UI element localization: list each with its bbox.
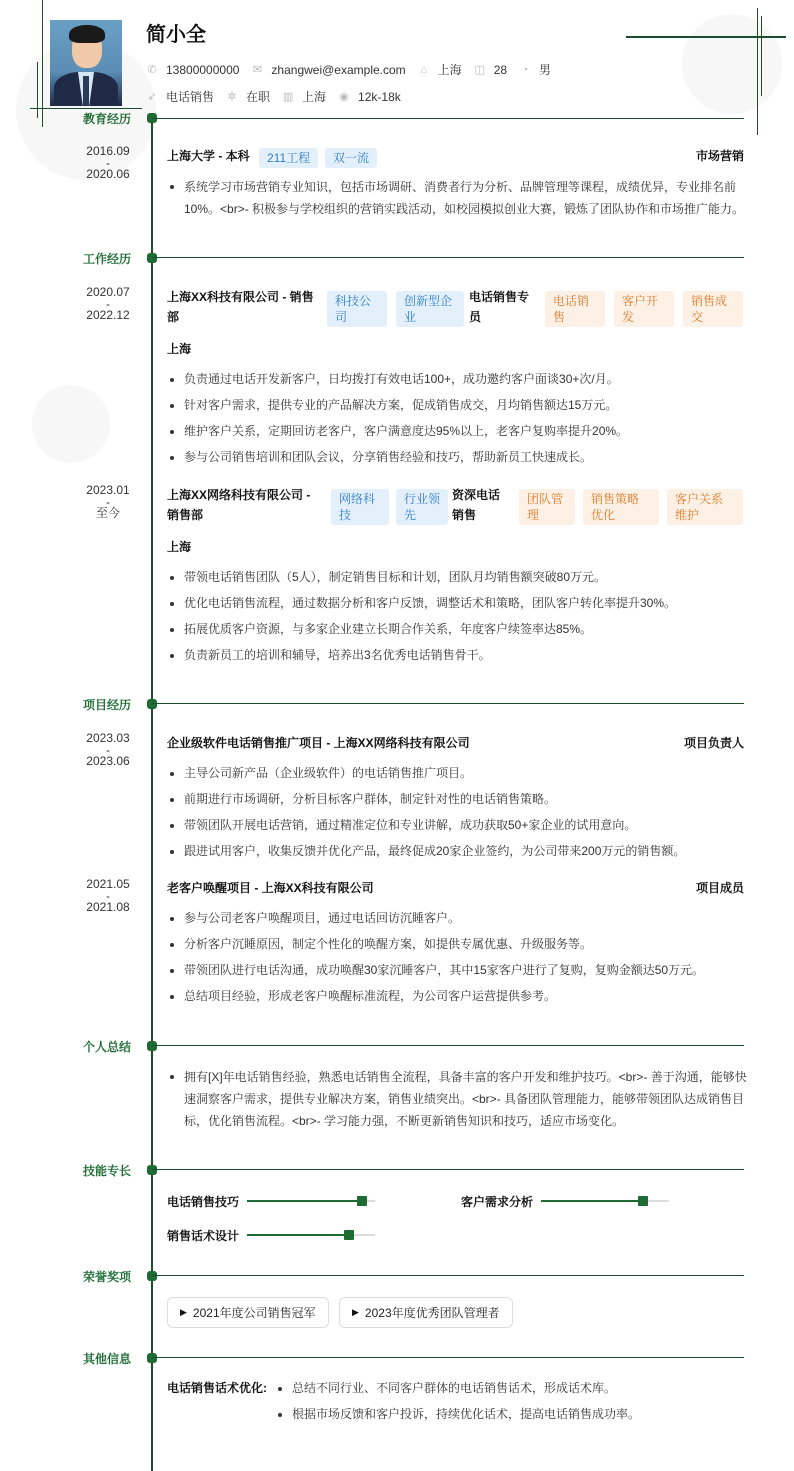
list-item: 跟进试用客户，收集反馈并优化产品，最终促成20家企业签约，为公司带来200万元的销售额。 [167,838,747,864]
school-name: 上海大学 - 本科 [167,149,250,163]
list-item: 参与公司老客户唤醒项目，通过电话回访沉睡客户。 [167,905,747,931]
gender-icon: ◔ [521,63,529,76]
project-bullets [167,760,747,864]
section-dot [147,1271,157,1281]
triangle-bullet-icon: ▶ [352,1307,359,1317]
work-city: 上海 [167,540,192,554]
list-item: 维护客户关系，定期回访老客户，客户满意度达95%以上，老客户复购率提升20%。 [167,418,747,444]
avatar-photo [50,20,122,106]
triangle-bullet-icon: ▶ [180,1307,187,1317]
project-title: 企业级软件电话销售推广项目 - 上海XX网络科技有限公司 [167,736,470,750]
list-item: 总结项目经验，形成老客户唤醒标准流程，为公司客户运营提供参考。 [167,983,747,1009]
section-dot [147,1041,157,1051]
job-role: 资深电话 销售 [452,488,501,522]
decor-circle [682,14,782,114]
skill-tag: 客户开 发 [614,291,674,327]
target-city-value: 上海 [302,90,327,104]
list-item: 主导公司新产品（企业级软件）的电话销售推广项目。 [167,760,747,786]
project-role: 项目负责人 [683,736,744,750]
status-icon: ✲ [227,91,237,103]
building-icon: ▥ [282,91,294,103]
timeline-axis [151,118,153,1471]
company-name: 上海XX科技有限公司 - 销售 部 [167,290,314,324]
project-date: 2023.03 - 2023.06 [86,731,130,768]
gender-value: 男 [539,63,552,77]
email-icon: ✉ [252,64,263,76]
list-item: 前期进行市场调研，分析目标客户群体，制定针对性的电话销售策略。 [167,786,747,812]
company-tag: 创新型企 业 [396,291,464,327]
company-tag: 科技公 司 [327,291,387,327]
list-item: 带领团队进行电话沟通，成功唤醒30家沉睡客户，其中15家客户进行了复购，复购金额达50万元。 [167,957,747,983]
list-item: 带领电话销售团队（5人），制定销售目标和计划，团队月均销售额突破80万元。 [167,564,747,590]
decor-line [757,8,758,135]
section-divider [152,1045,744,1046]
section-title-summary: 个人总结 [83,1040,132,1054]
project-date: 2021.05 - 2021.08 [86,877,130,914]
section-divider [152,1275,744,1276]
section-dot [147,253,157,263]
skill-tag: 团队管 理 [519,489,575,525]
project-role: 项目成员 [695,881,744,895]
list-item: 带领团队开展电话营销，通过精准定位和专业讲解，成功获取50+家企业的试用意向。 [167,812,747,838]
skill-bar [541,1200,669,1202]
decor-line [37,62,38,118]
list-item: 分析客户沉睡原因，制定个性化的唤醒方案，如提供专属优惠、升级服务等。 [167,931,747,957]
skill-bar [247,1200,375,1202]
education-description: 系统学习市场营销专业知识，包括市场调研、消费者行为分析、品牌管理等课程，成绩优异，专业排名前10%。<br>- 积极参与学校组织的营销实践活动，如校园模拟创业大赛，锻炼了团队协作和市场推广能力。 [167,176,747,220]
section-divider [152,118,744,119]
work-date: 2023.01 - 至今 [86,483,130,520]
phone-value: 13800000000 [166,62,240,77]
skill-tag: 销售策略 优化 [583,489,659,525]
skill-tag: 销售成 交 [683,291,743,327]
project-bullets [167,905,747,1009]
education-date: 2016.09 - 2020.06 [86,144,130,181]
section-title-education: 教育经历 [83,112,132,126]
skill-name: 销售话术设计 [167,1229,240,1243]
salary-icon: ◉ [339,91,349,103]
location-value: 上海 [437,63,462,77]
decor-line [761,16,762,96]
award-item: ▶ 2023年度优秀团队管理者 [339,1297,513,1328]
phone-icon: ✆ [147,64,157,76]
skill-knob [357,1196,367,1206]
contact-row [146,61,563,78]
job-role: 电话销售专 员 [469,290,530,324]
skill-knob [344,1230,354,1240]
section-dot [147,699,157,709]
work-bullets [167,366,747,470]
job-intent-row [146,88,413,105]
skill-knob [638,1196,648,1206]
major: 市场营销 [695,149,744,163]
target-position-icon: ➶ [147,91,157,103]
section-divider [152,703,744,704]
company-tag: 行业领 先 [396,489,448,525]
other-info-label: 电话销售话术优化: [167,1381,267,1395]
section-dot [147,1353,157,1363]
award-item: ▶ 2021年度公司销售冠军 [167,1297,329,1328]
skill-tag: 客户关系 维护 [667,489,743,525]
work-city: 上海 [167,342,192,356]
target-position-value: 电话销售 [166,90,215,104]
decor-line [30,108,142,109]
list-item: 总结不同行业、不同客户群体的电话销售话术，形成话术库。 [275,1375,755,1401]
skill-bar [247,1234,375,1236]
school-tag: 211工程 [259,148,318,168]
age-value: 28 [493,62,508,77]
list-item: 参与公司销售培训和团队会议，分享销售经验和技巧，帮助新员工快速成长。 [167,444,747,470]
company-tag: 网络科 技 [331,489,389,525]
skill-name: 电话销售技巧 [167,1195,240,1209]
home-icon: ⌂ [420,63,427,76]
list-item: 负责新员工的培训和辅导，培养出3名优秀电话销售骨干。 [167,642,747,668]
decor-line [626,36,786,38]
summary-text: 拥有[X]年电话销售经验，熟悉电话销售全流程，具备丰富的客户开发和维护技巧。<br>- 善于沟通，能够快速洞察客户需求，提供专业解决方案，销售业绩突出。<br>- 具备团队管理能力，能够带领团队达成销售目标，优化销售流程。<br>- 学习能力强，不断更新销售知识和技巧，适应市场变化。 [167,1066,747,1132]
section-title-projects: 项目经历 [83,698,132,712]
section-title-awards: 荣誉奖项 [83,1270,132,1284]
section-divider [152,1169,744,1170]
section-divider [152,257,744,258]
list-item: 负责通过电话开发新客户，日均拨打有效电话100+，成功邀约客户面谈30+次/月。 [167,366,747,392]
section-divider [152,1357,744,1358]
section-dot [147,1165,157,1175]
list-item: 根据市场反馈和客户投诉，持续优化话术，提高电话销售成功率。 [275,1401,755,1427]
work-bullets [167,564,747,668]
section-title-skills: 技能专长 [83,1164,132,1178]
age-icon: ◫ [474,64,485,76]
list-item: 拓展优质客户资源，与多家企业建立长期合作关系，年度客户续签率达85%。 [167,616,747,642]
decor-circle [32,385,110,463]
section-title-other: 其他信息 [83,1352,132,1366]
candidate-name: 简小全 [146,24,206,46]
email-value: zhangwei@example.com [271,62,406,77]
skill-name: 客户需求分析 [461,1195,534,1209]
project-title: 老客户唤醒项目 - 上海XX科技有限公司 [167,881,374,895]
company-name: 上海XX网络科技有限公司 - 销售部 [167,488,311,522]
status-value: 在职 [246,90,271,104]
skill-tag: 电话销 售 [545,291,605,327]
school-tag: 双一流 [325,148,377,168]
work-date: 2020.07 - 2022.12 [86,285,130,322]
section-title-work: 工作经历 [83,252,132,266]
list-item: 针对客户需求，提供专业的产品解决方案，促成销售成交，月均销售额达15万元。 [167,392,747,418]
list-item: 优化电话销售流程，通过数据分析和客户反馈，调整话术和策略，团队客户转化率提升30%。 [167,590,747,616]
other-info-bullets [275,1375,755,1427]
salary-value: 12k-18k [358,89,401,104]
